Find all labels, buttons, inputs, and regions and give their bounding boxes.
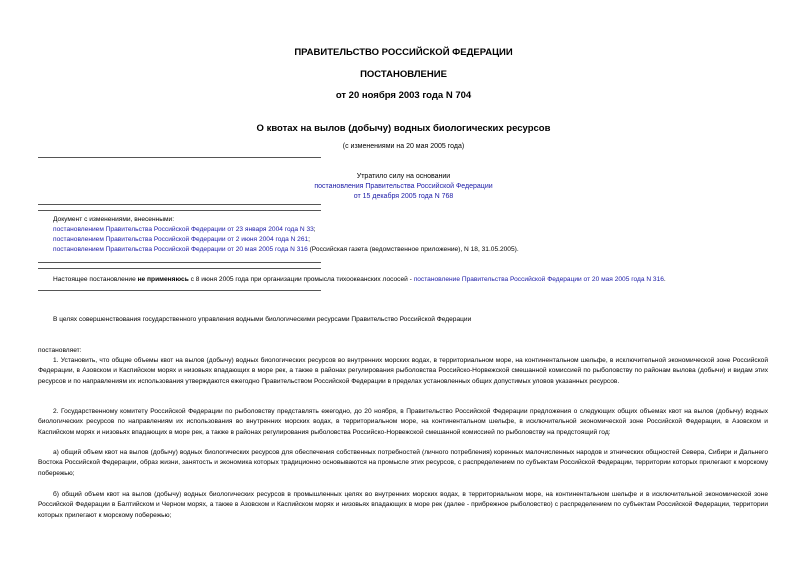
lapsed-block <box>0 172 807 202</box>
change-link[interactable]: постановлением Правительства Российской Федерации от 23 января 2004 года N 33 <box>53 226 314 233</box>
lapsed-text: Утратило силу на основании <box>356 173 451 180</box>
divider <box>38 290 321 291</box>
lapsed-link-date[interactable]: от 15 декабря 2005 года N 768 <box>353 193 454 200</box>
divider <box>38 204 321 205</box>
lapsed-link-decree[interactable]: постановления Правительства Российской Федерации <box>314 183 493 190</box>
clause-1: 1. Установить, что общие объемы квот на вылов (добычу) водных биологических ресурсов во внутренних морских водах, в территориальном море, на континентальном шельфе, в исключительной экономической зоне Российской Федерации, в Азовском и Каспийском морях и низовьях впадающих в море рек, а также в районах регулирования рыболовства Российско-Норвежской смешанной комиссией по рыболовству по районам вылова (добычи) и видам этих ресурсов и по направлениям их использования утверждаются ежегодно Правительством Российской Федерации в пределах установленных общих допустимых уловов указанных ресурсов. <box>38 357 768 385</box>
divider <box>38 268 321 269</box>
clause-2b: б) общий объем квот на вылов (добычу) водных биологических ресурсов в промышленных целях во внутренних морских водах, в территориальном море, на континентальном шельфе и в исключительной экономической зоне Российской Федерации в Балтийском и Черном морях, а также в Азовском и Каспийском морях и низовьях впадающих в море рек (далее - прибрежное рыболовство) с распределением по субъектам Российской Федерации, территории которых прилегают к морскому побережью; <box>38 491 768 519</box>
change-link[interactable]: постановлением Правительства Российской Федерации от 20 мая 2005 года N 316 <box>53 246 308 253</box>
notice-link[interactable]: постановление Правительства Российской Федерации от 20 мая 2005 года N 316 <box>413 276 664 283</box>
change-item: постановлением Правительства Российской Федерации от 23 января 2004 года N 33; <box>53 226 316 233</box>
changes-block <box>53 215 519 255</box>
amendments-note: (с изменениями на 20 мая 2005 года) <box>342 143 465 150</box>
government-name: ПРАВИТЕЛЬСТВО РОССИЙСКОЙ ФЕДЕРАЦИИ <box>294 47 513 58</box>
change-item: постановлением Правительства Российской Федерации от 2 июня 2004 года N 261; <box>53 236 311 243</box>
preamble: В целях совершенствования государственного управления водными биологическими ресурсами Правительство Российской Федерации <box>53 316 472 323</box>
document-type: ПОСТАНОВЛЕНИЕ <box>360 69 447 80</box>
divider <box>38 210 321 211</box>
document-title: О квотах на вылов (добычу) водных биологических ресурсов <box>256 123 551 134</box>
clause-2: 2. Государственному комитету Российской Федерации по рыболовству представлять ежегодно, до 20 ноября, в Правительство Российской Федерации предложения о следующих общих объемах квот на вылов (добычу) водных биологических ресурсов по направлениям их использования во внутренних морских водах, в территориальном море, на континентальном шельфе, в исключительной экономической зоне Российской Федерации, в Азовском и Каспийском морях и низовьях впадающих в море рек, а также в районах регулирования рыболовства Российско-Норвежской смешанной комиссией по рыболовству на предстоящий год: <box>38 408 768 436</box>
divider <box>38 262 321 263</box>
divider <box>38 157 321 158</box>
changes-intro: Документ с изменениями, внесенными: <box>53 216 175 223</box>
notice-text: Настоящее постановление не применяюсь с 8 июня 2005 года при организации промысла тихоокеанских лососей - постановление Правительства Российской Федерации от 20 мая 2005 года N 316. <box>53 276 666 283</box>
clause-2a: а) общий объем квот на вылов (добычу) водных биологических ресурсов для обеспечения собственных потребностей (личного потребления) коренных малочисленных народов и этнических общностей Севера, Сибири и Дальнего Востока Российской Федерации, образ жизни, занятость и экономика которых традиционно основываются на промысле этих ресурсов, с распределением по субъектам Российской Федерации, территории которых прилегают к морскому побережью; <box>38 449 768 477</box>
resolves-label: постановляет: <box>38 347 82 354</box>
document-date-number: от 20 ноября 2003 года N 704 <box>335 90 472 101</box>
change-link[interactable]: постановлением Правительства Российской Федерации от 2 июня 2004 года N 261 <box>53 236 309 243</box>
change-item: постановлением Правительства Российской Федерации от 20 мая 2005 года N 316 (Российская газета (ведомственное приложение), N 18, 31.05.2005). <box>53 246 519 253</box>
